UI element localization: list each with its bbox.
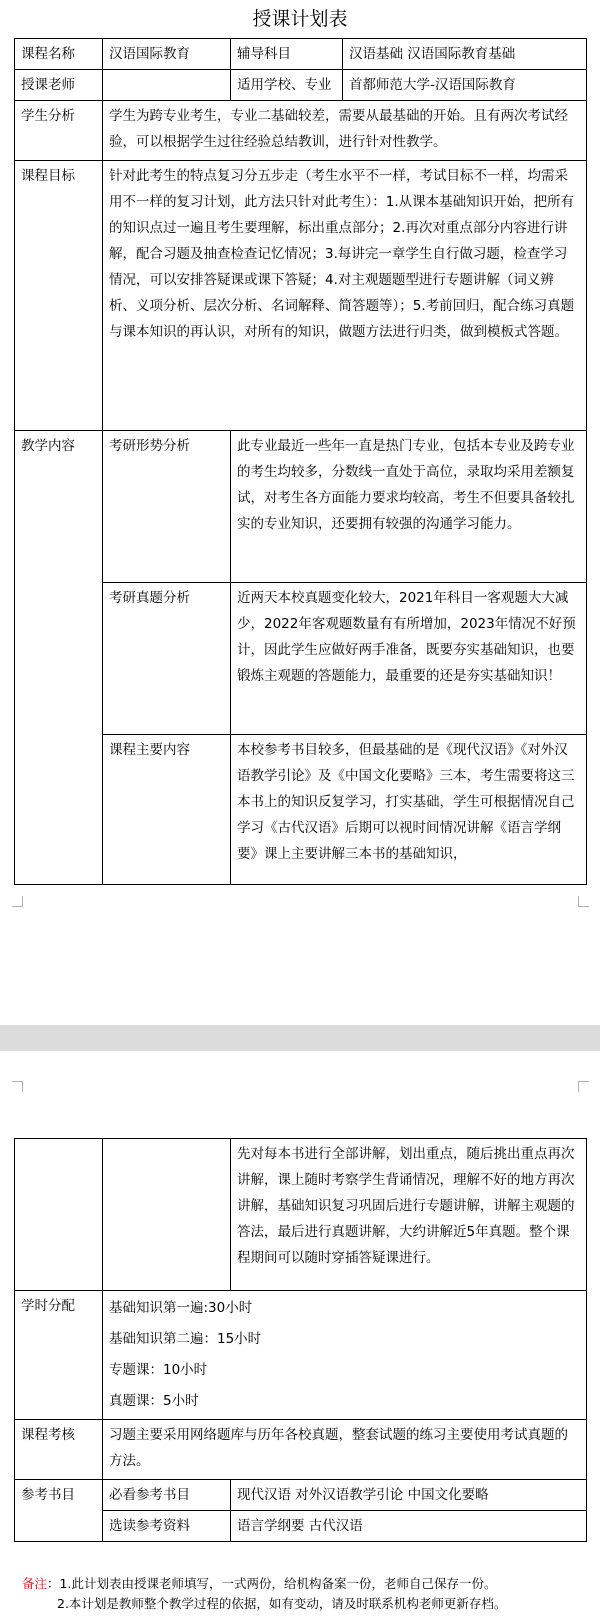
- table-row: [15, 70, 587, 101]
- page-break: [0, 1025, 600, 1051]
- books-required-label: 必看参考书目: [103, 1480, 231, 1511]
- table-row: [15, 1480, 587, 1511]
- page-corner-mark: [12, 896, 23, 907]
- course-plan-table: [14, 38, 587, 885]
- teacher-value: [103, 70, 231, 101]
- hours-item: 专题课：10小时: [109, 1362, 208, 1378]
- books-optional-value: 语言学纲要 古代汉语: [231, 1511, 587, 1542]
- page-corner-mark: [12, 1081, 23, 1092]
- course-name-label: 课程名称: [15, 39, 103, 70]
- content-item-label: 课程主要内容: [103, 735, 231, 885]
- content-item-text: 此专业最近一些年一直是热门专业，包括本专业及跨专业的考生均较多，分数线一直处于高位，录取均采用差额复试，对考生各方面能力要求均较高，考生不但要具备较扎实的专业知识，还要拥有较强的沟通学习能力。: [231, 431, 587, 583]
- table-row: [15, 39, 587, 70]
- table-row: [15, 1420, 587, 1480]
- exam-label: 课程考核: [15, 1420, 103, 1480]
- subject-value: 汉语基础 汉语国际教育基础: [343, 39, 587, 70]
- hours-item: 基础知识第二遍：15小时: [109, 1331, 262, 1347]
- course-plan-table-continued: [14, 1138, 587, 1542]
- course-name-value: 汉语国际教育: [103, 39, 231, 70]
- footnote-line: [22, 1574, 582, 1594]
- books-label: 参考书目: [15, 1480, 103, 1542]
- content-item-text-continued: 先对每本书进行全部讲解，划出重点，随后挑出重点再次讲解，课上随时考察学生背诵情况，理解不好的地方再次讲解，基础知识复习巩固后进行专题讲解，讲解主观题的答法，最后进行真题讲解，大约讲解近5年真题。整个课程期间可以随时穿插答疑课进行。: [231, 1139, 587, 1291]
- table-row: [15, 101, 587, 161]
- student-analysis-label: 学生分析: [15, 101, 103, 161]
- subject-label: 辅导科目: [231, 39, 343, 70]
- footnote-key: 备注: [22, 1576, 48, 1591]
- table-row: [15, 431, 587, 583]
- course-goal-text: 针对此考生的特点复习分五步走（考生水平不一样，考试目标不一样，均需采用不一样的复习计划，此方法只针对此考生）：1.从课本基础知识开始，把所有的知识点过一遍且考生要理解，标出重点部分；2.再次对重点部分内容进行讲解，配合习题及抽查检查记忆情况；3.每讲完一章学生自行做习题，检查学习情况，可以安排答疑课或课下答疑；4.对主观题题型进行专题讲解（词义辨析、义项分析、层次分析、名词解释、简答题等）；5.考前回归，配合练习真题与课本知识的再认识，对所有的知识，做题方法进行归类，做到模板式答题。: [103, 161, 587, 431]
- school-label: 适用学校、专业: [231, 70, 343, 101]
- teacher-label: 授课老师: [15, 70, 103, 101]
- table-row: [15, 161, 587, 431]
- teaching-content-label: 教学内容: [15, 431, 103, 885]
- content-item-label: 考研形势分析: [103, 431, 231, 583]
- page-corner-mark: [578, 1081, 589, 1092]
- content-item-text: 近两天本校真题变化较大，2021年科目一客观题大大减少，2022年客观题数量有有所增加，2023年情况不好预计，因此学生应做好两手准备，既要夯实基础知识，也要锻炼主观题的答题能力，最重要的还是夯实基础知识！: [231, 583, 587, 735]
- content-item-label: 考研真题分析: [103, 583, 231, 735]
- empty-cell: [103, 1139, 231, 1291]
- exam-text: 习题主要采用网络题库与历年各校真题，整套试题的练习主要使用考试真题的方法。: [103, 1420, 587, 1480]
- page-corner-mark: [578, 896, 589, 907]
- page-title: 授课计划表: [252, 8, 348, 30]
- hours-list: [103, 1291, 587, 1420]
- hours-item: 真题课：5小时: [109, 1393, 199, 1409]
- course-goal-label: 课程目标: [15, 161, 103, 431]
- books-optional-label: 选读参考资料: [103, 1511, 231, 1542]
- footnote: [22, 1574, 582, 1614]
- footnote-text: ：1.此计划表由授课老师填写，一式两份，给机构备案一份，老师自己保存一份。: [47, 1576, 497, 1591]
- hours-label: 学时分配: [15, 1291, 103, 1420]
- table-row: [15, 1139, 587, 1291]
- footnote-line: 2.本计划是教师整个教学过程的依据，如有变动，请及时联系机构老师更新存档。: [57, 1596, 507, 1611]
- content-item-text: 本校参考书目较多，但最基础的是《现代汉语》《对外汉语教学引论》及《中国文化要略》三本，考生需要将这三本书上的知识反复学习，打实基础，学生可根据情况自己学习《古代汉语》后期可以视时间情况讲解《语言学纲要》课上主要讲解三本书的基础知识，: [231, 735, 587, 885]
- hours-item: 基础知识第一遍:30小时: [109, 1300, 253, 1316]
- table-row: [15, 1291, 587, 1420]
- school-value: 首都师范大学-汉语国际教育: [343, 70, 587, 101]
- empty-cell: [15, 1139, 103, 1291]
- books-required-value: 现代汉语 对外汉语教学引论 中国文化要略: [231, 1480, 587, 1511]
- student-analysis-text: 学生为跨专业考生，专业二基础较差，需要从最基础的开始。且有两次考试经验，可以根据学生过往经验总结教训，进行针对性教学。: [103, 101, 587, 161]
